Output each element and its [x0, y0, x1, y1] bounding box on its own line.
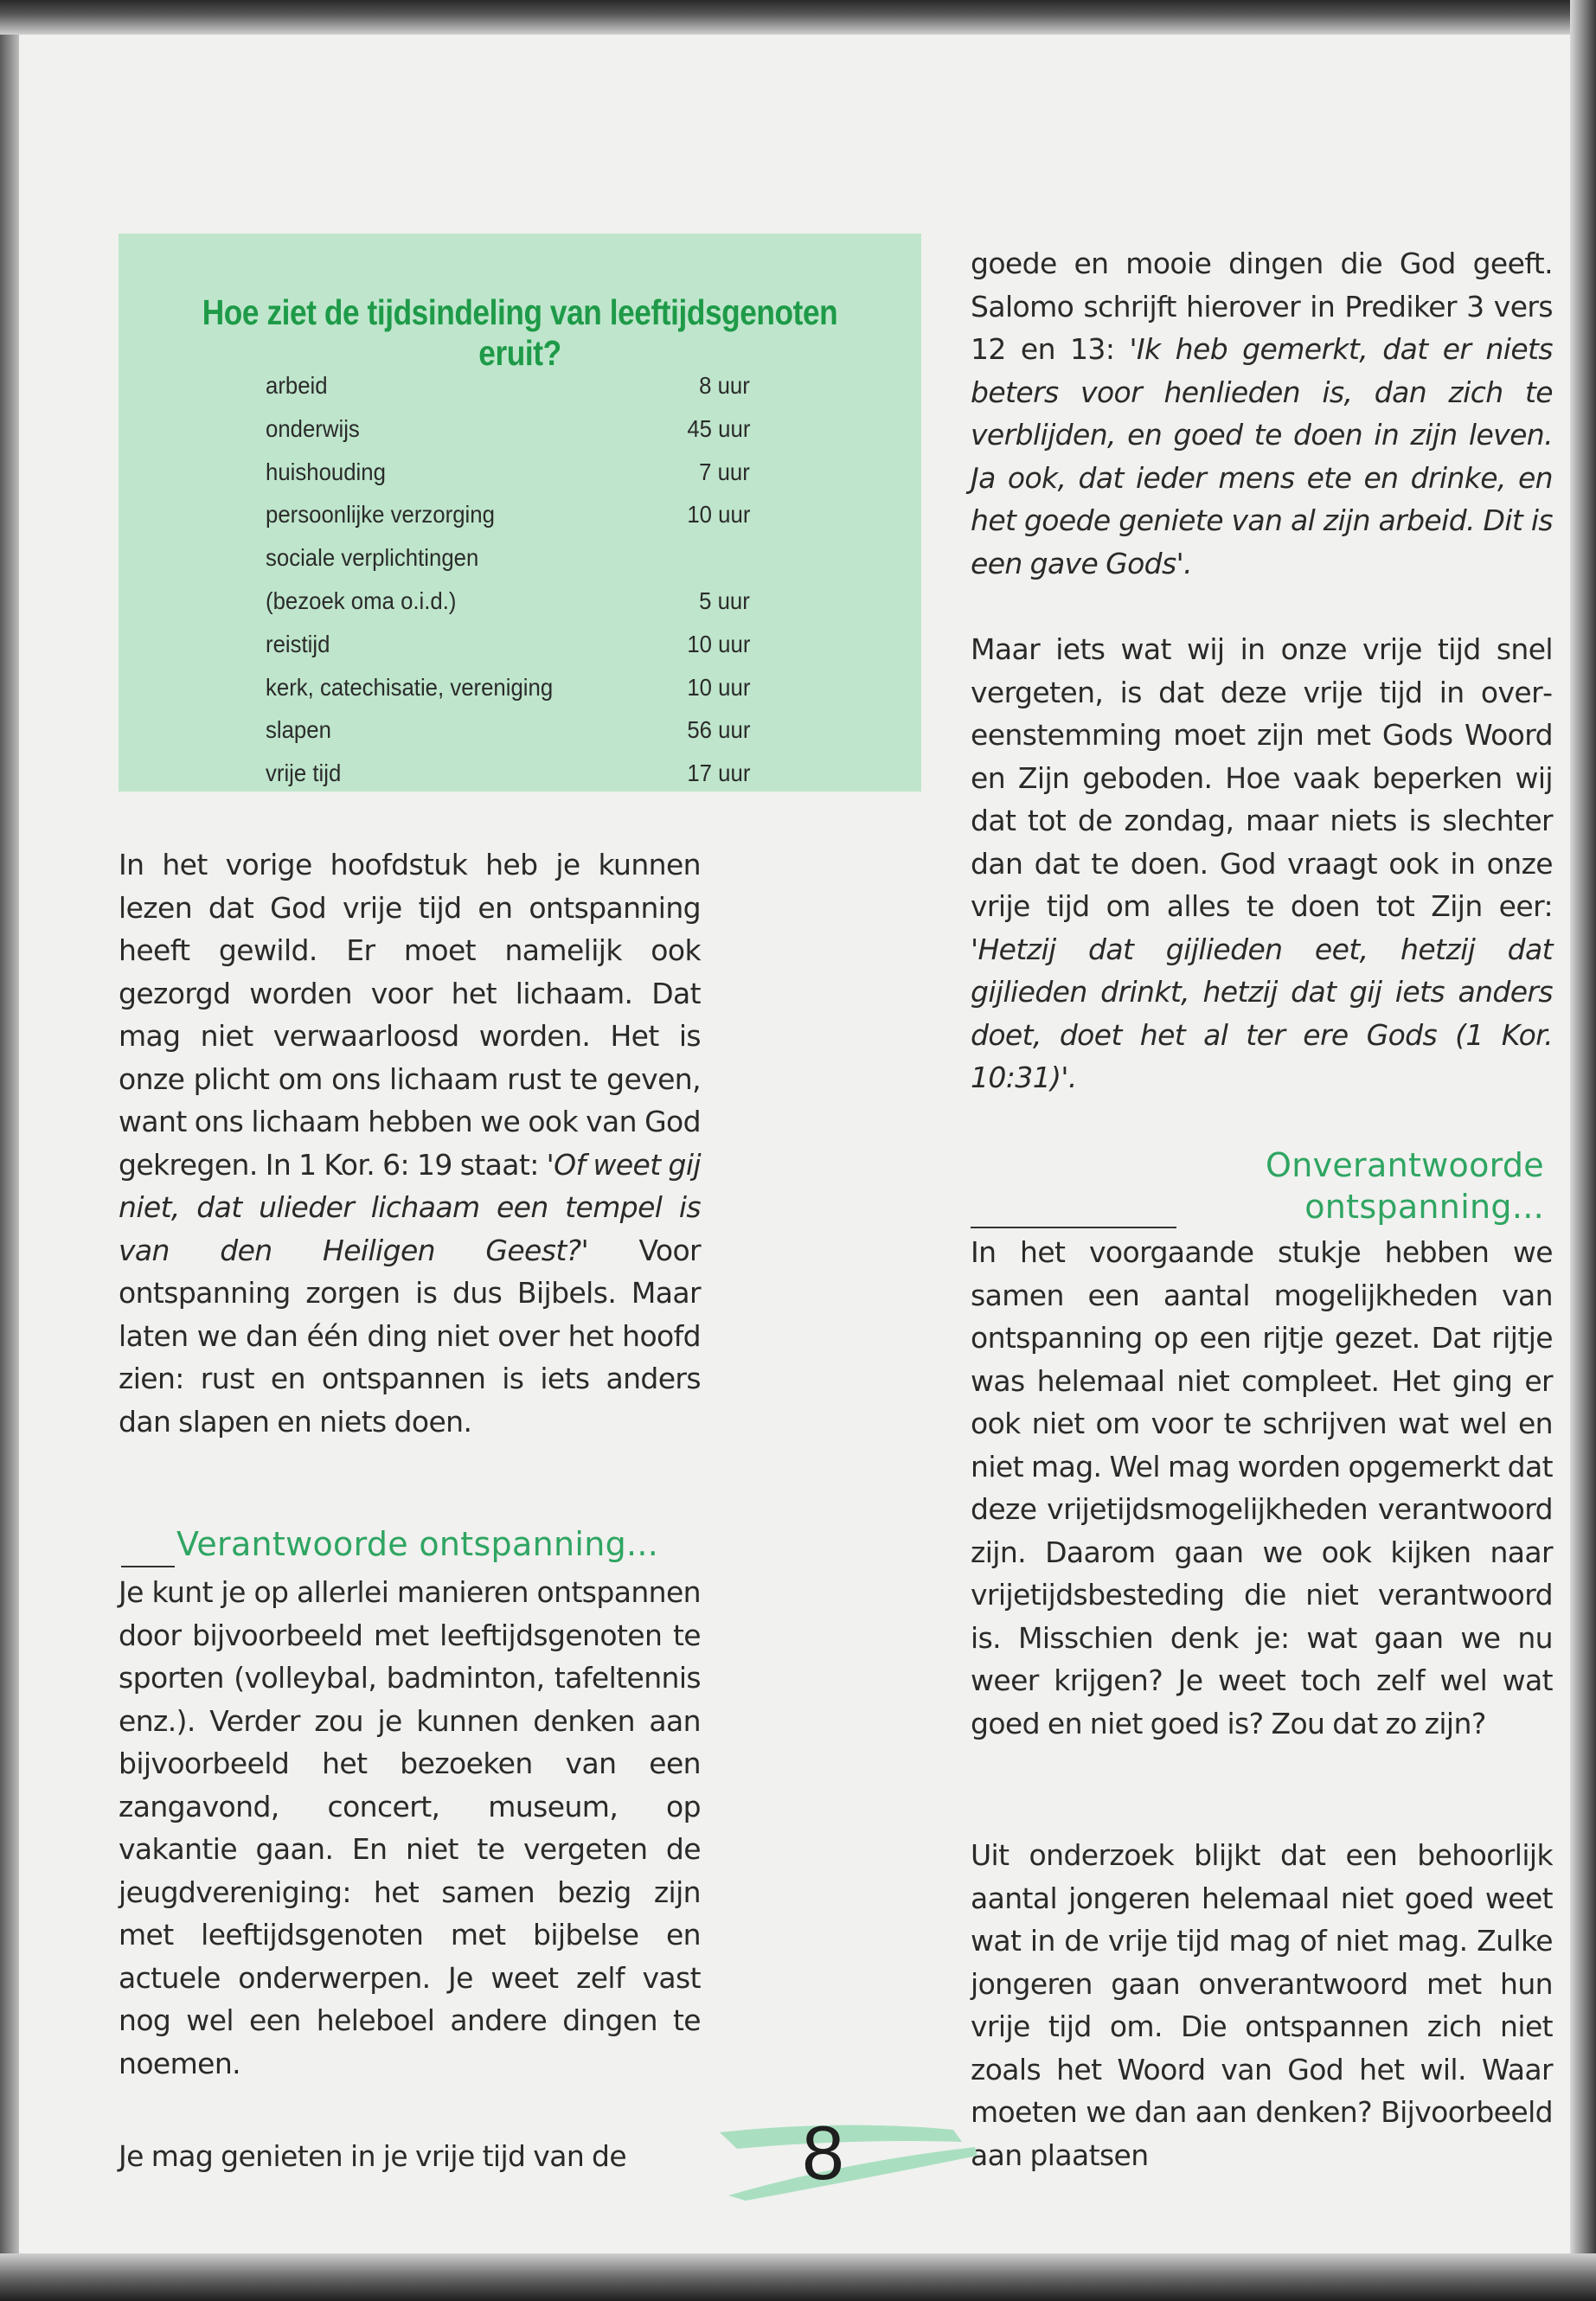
- timetable-row: [266, 544, 750, 587]
- timetable-activity: huishouding: [266, 458, 386, 485]
- timetable-row: [266, 716, 750, 760]
- page-number: 8: [802, 2110, 844, 2195]
- timetable-activity: slapen: [266, 716, 331, 744]
- timetable-row: [266, 501, 750, 544]
- scan-edge-right: [1570, 0, 1596, 2301]
- timetable-title: Hoe ziet de tijdsindeling van leeftijdsgenoten eruit?: [202, 292, 838, 373]
- timetable-row: [266, 674, 750, 717]
- right-text-1: goede en mooie dingen die God geeft. Salomo schrijft hierover in Prediker 3 vers 12 en 13:: [971, 247, 1553, 366]
- prediker-quote: 'Ik heb gemerkt, dat er niets beters voor henlieden is, dan zich te verblijden, en goed te doen in zijn leven. Ja ook, dat ieder mens ete en drinke, en het goede geniete van al zijn arbeid. Dit is een gave Gods'.: [971, 332, 1553, 580]
- korinthe-quote: 'Hetzij dat gijlieden eet, hetzij dat gijlieden drinkt, hetzij dat gij iets anders doet, doet het al ter ere Gods (1 Kor. 10:31)'.: [971, 932, 1553, 1094]
- timetable-hours: 10 uur: [686, 673, 750, 701]
- closing-line: Je mag genieten in je vrije tijd van de: [119, 2139, 627, 2173]
- timetable-activity: vrije tijd: [266, 760, 342, 787]
- timetable-activity: onderwijs: [266, 414, 360, 442]
- right-paragraph-2: [971, 628, 1553, 1099]
- right-paragraph-1: [971, 242, 1553, 585]
- timetable-activity: (bezoek oma o.i.d.): [266, 587, 457, 614]
- timetable-activity: persoonlijke verzorging: [266, 501, 495, 529]
- timetable-row: [266, 372, 750, 415]
- timetable-hours: 8 uur: [699, 372, 750, 399]
- timetable-hours: 10 uur: [686, 501, 750, 529]
- timetable-hours: 56 uur: [686, 716, 750, 744]
- timetable-activity: kerk, catechisatie, vereniging: [266, 673, 554, 701]
- timetable-activity: sociale verplichtingen: [266, 544, 479, 572]
- intro-paragraph: [119, 843, 701, 1443]
- responsible-paragraph: Je kunt je op allerlei manieren ontspannen door bijvoorbeeld met leeftijdsgenoten te sporten (volleybal, badminton, tafeltennis enz.). Verder zou je kunnen denken aan bijvoorbeeld het bezoeken van een zangavond, concert, museum, op vakantie gaan. En niet te vergeten de jeugdvereniging: het samen bezig zijn met leeftijdsgenoten met bijbelse en actuele onderwerpen. Je weet zelf vast nog wel een heleboel andere dingen te noemen.: [119, 1575, 701, 2080]
- scan-edge-top: [0, 0, 1596, 35]
- timetable-row: [266, 458, 750, 502]
- heading-irresponsible-line1: Onverantwoorde: [1266, 1146, 1544, 1184]
- timetable-hours: 5 uur: [699, 587, 750, 614]
- timetable-activity: arbeid: [266, 372, 328, 399]
- right-text-2: Maar iets wat wij in onze vrije tijd snel vergeten, is dat deze vrije tijd in overeenstemming moet zijn met Gods Woord en Zijn geboden. Hoe vaak beperken wij dat tot de zondag, maar niets is slechter dan dat te doen. God vraagt ook in onze vrije tijd om alles te doen tot Zijn eer:: [971, 632, 1553, 923]
- timetable-activity: reistijd: [266, 630, 330, 657]
- right-paragraph-4: Uit onderzoek blijkt dat een behoorlijk aantal jongeren helemaal niet goed weet wat in de vrije tijd mag of niet mag. Zulke jongeren gaan onverantwoord met hun vrije tijd om. Die ontspannen zich niet zoals het Woord van God het wil. Waar moeten we dan aan denken? Bijvoorbeeld aan plaatsen: [971, 1838, 1553, 2172]
- scan-edge-left: [0, 0, 19, 2301]
- timetable-hours: 7 uur: [699, 458, 750, 485]
- timetable-hours: 10 uur: [686, 630, 750, 657]
- timetable-row: [266, 587, 750, 631]
- timetable-row: [266, 631, 750, 674]
- intro-text-1: In het vorige hoofdstuk heb je kunnen lezen dat God vrije tijd en ontspanning heeft gewild. Er moet namelijk ook gezorgd worden voor het lichaam. Dat mag niet verwaarloosd worden. Het is onze plicht om ons lichaam rust te geven, want ons lichaam hebben we ook van God gekregen. In 1 Kor. 6: 19 staat:: [119, 848, 701, 1182]
- right-paragraph-3: In het voorgaande stukje hebben we samen een aantal mogelijkheden van ontspanning op een rijtje gezet. Dat rijtje was helemaal niet compleet. Het ging er ook niet om voor te schrijven wat wel en niet mag. Wel mag worden opgemerkt dat deze vrijetijdsmogelijkheden verantwoord zijn. Daarom gaan we ook kijken naar vrijetijdsbesteding die niet verantwoord is. Misschien denk je: wat gaan we nu weer krijgen? Je weet toch zelf wel wat goed en niet goed is? Zou dat zo zijn?: [971, 1235, 1553, 1740]
- intro-quote: 'Of weet gij niet, dat ulieder lichaam een tempel is van den Heiligen Geest?': [119, 1147, 701, 1267]
- timetable-row: [266, 415, 750, 458]
- heading-rule-right: [971, 1227, 1176, 1228]
- timetable-row: [266, 760, 750, 803]
- scan-edge-bottom: [0, 2253, 1596, 2301]
- book-page: [19, 35, 1570, 2253]
- intro-text-2: Voor ontspanning zorgen is dus Bijbels. Maar laten we dan één ding niet over het hoofd zien: rust en ontspannen is iets anders dan slapen en niets doen.: [119, 1233, 702, 1439]
- heading-irresponsible-line2: ontspanning...: [1304, 1188, 1544, 1226]
- timetable-hours: 45 uur: [686, 414, 750, 442]
- timetable-hours: 17 uur: [686, 760, 750, 787]
- heading-rule-left: [121, 1566, 175, 1567]
- timetable-box: [119, 234, 921, 792]
- heading-responsible: Verantwoorde ontspanning...: [176, 1525, 659, 1563]
